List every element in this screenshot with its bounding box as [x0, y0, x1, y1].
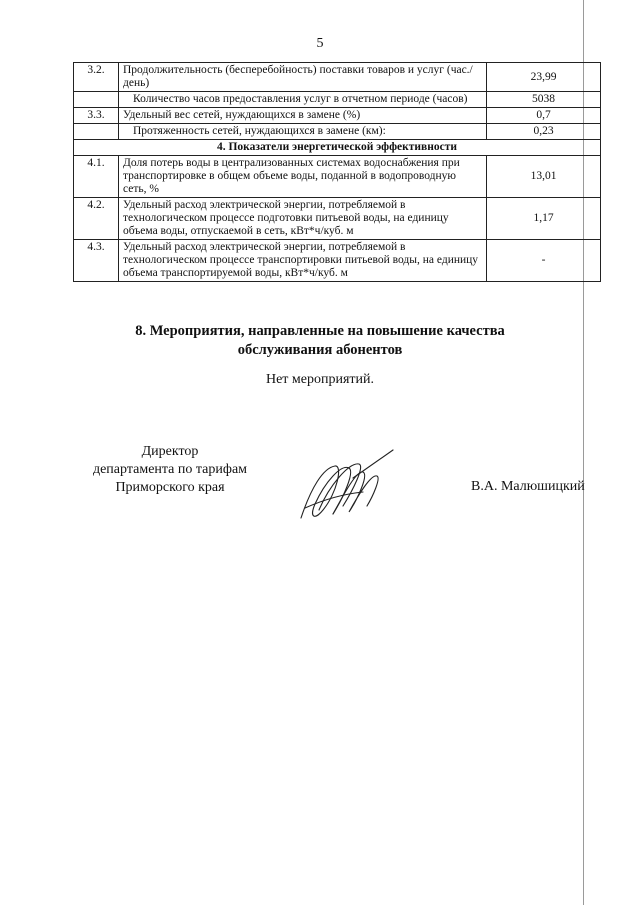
row-description: Доля потерь воды в централизованных системах водоснабжения при транспортировке в общем объеме воды, поданной в водопроводную сеть, % — [119, 156, 487, 198]
row-value: 0,23 — [487, 124, 601, 140]
row-description: Количество часов предоставления услуг в отчетном периоде (часов) — [119, 92, 487, 108]
page-number: 5 — [316, 36, 324, 51]
signer-name: В.А. Малюшицкий — [471, 479, 585, 494]
section-8-title — [0, 322, 640, 360]
row-description: Протяженность сетей, нуждающихся в замене (км): — [119, 124, 487, 140]
row-number: 3.2. — [74, 63, 119, 92]
row-number — [74, 124, 119, 140]
no-measures-text: Нет мероприятий. — [265, 372, 375, 387]
row-description: Удельный расход электрической энергии, потребляемой в технологическом процессе транспортировки питьевой воды, на единицу объема транспортируемой воды, кВт*ч/куб. м — [119, 240, 487, 282]
table-row — [74, 92, 601, 108]
row-value: 23,99 — [487, 63, 601, 92]
position-line: Приморского края — [115, 480, 225, 495]
row-description: Продолжительность (бесперебойность) поставки товаров и услуг (час./день) — [119, 63, 487, 92]
section-8-title-line1: 8. Мероприятия, направленные на повышение качества — [135, 323, 505, 339]
table-row — [74, 63, 601, 92]
row-number: 4.1. — [74, 156, 119, 198]
position-line: департамента по тарифам — [92, 462, 248, 477]
row-number: 4.2. — [74, 198, 119, 240]
row-number: 3.3. — [74, 108, 119, 124]
row-value: - — [487, 240, 601, 282]
table-row — [74, 156, 601, 198]
row-value: 13,01 — [487, 156, 601, 198]
row-description: Удельный вес сетей, нуждающихся в замене (%) — [119, 108, 487, 124]
table-section-row — [74, 140, 601, 156]
table-row — [74, 240, 601, 282]
section-heading-energy: 4. Показатели энергетической эффективности — [74, 140, 601, 156]
section-8-title-line2: обслуживания абонентов — [237, 342, 403, 358]
signatory-position — [60, 443, 280, 497]
position-line: Директор — [141, 444, 199, 459]
indicators-table — [73, 62, 601, 282]
row-value: 1,17 — [487, 198, 601, 240]
row-number: 4.3. — [74, 240, 119, 282]
table-row — [74, 198, 601, 240]
table-row — [74, 124, 601, 140]
table-row — [74, 108, 601, 124]
handwritten-signature — [293, 448, 398, 526]
row-value: 0,7 — [487, 108, 601, 124]
row-value: 5038 — [487, 92, 601, 108]
row-number — [74, 92, 119, 108]
row-description: Удельный расход электрической энергии, потребляемой в технологическом процессе подготовки питьевой воды, на единицу объема воды, отпускаемой в сеть, кВт*ч/куб. м — [119, 198, 487, 240]
